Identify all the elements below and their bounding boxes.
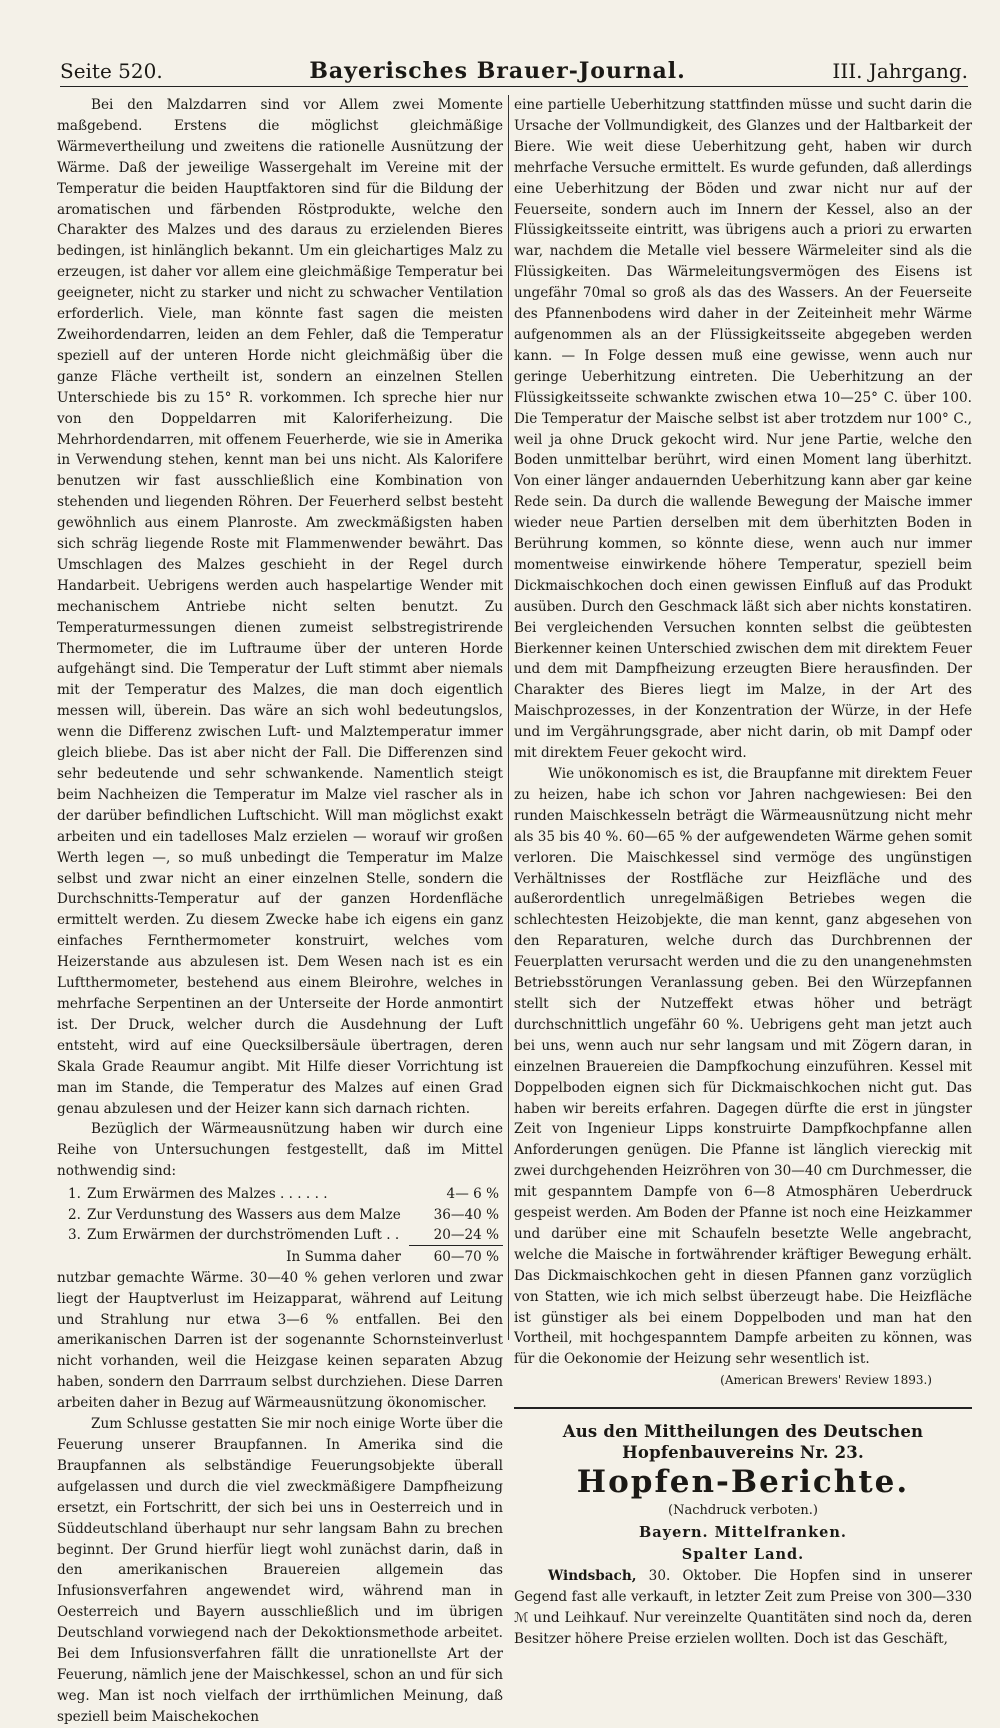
report-title: Hopfen-Berichte. <box>576 1464 910 1500</box>
item-value: 20—24 % <box>409 1225 503 1246</box>
page-header <box>60 58 968 87</box>
article-paragraph: Wie unökonomisch es ist, die Braupfanne mit direktem Feuer zu heizen, habe ich schon vor Jahren nachgewiesen: Bei den runden Maischkesseln beträgt die Wärmeausnützung nicht mehr als 35 bis 40 %. 60—65 % der aufgewendeten Wärme gehen somit verloren. Die Maischkessel sind vermöge des ungünstigen Verhältnisses der Rostfläche zur Heizfläche und des außerordentlich unregelmäßigen Betriebes wegen die schlechtesten Heizobjekte, die man kennt, ganz abgesehen von den Reparaturen, welche durch das Durchbrennen der Feuerplatten verursacht werden und die zu den unangenehmsten Betriebsstörungen Veranlassung geben. Bei den Würzepfannen stellt sich der Nutzeffekt etwas höher und beträgt durchschnittlich ungefähr 60 %. Uebrigens geht man jetzt auch bei uns, wenn auch nur sehr langsam und mit Zögern daran, in einzelnen Brauereien die Dampfkochung einzuführen. Kessel mit Doppelboden eignen sich für Dickmaischkochen nicht gut. Das haben wir bereits erfahren. Dagegen dürfte die erst in jüngster Zeit von Ingenieur Lipps konstruirte Dampfkochpfanne allen Anforderungen genügen. Die Pfanne ist länglich viereckig mit zwei durchgehenden Heizröhren von 30—40 cm Durchmesser, die mit gespanntem Dampfe von 6—8 Atmosphären Ueberdruck gespeist werden. Am Boden der Pfanne ist noch eine Heizkammer und darüber eine mit Schaufeln besetzte Welle angebracht, welche die Maische in fortwährender kräftiger Bewegung erhält. Das Dickmaischkochen geht in diesen Pfannen ganz vorzüglich von Statten, wie ich mich selbst überzeugt habe. Die Heizfläche ist günstiger als bei einem Doppelboden und man hat den Vortheil, mit hochgespanntem Dampfe arbeiten zu können, was für die Oekonomie der Heizung sehr wesentlich ist. <box>514 766 972 1368</box>
article-paragraph: Bei den Malzdarren sind vor Allem zwei Momente maßgebend. Erstens die möglichst gleichmäßige Wärmevertheilung und zweitens die rationelle Ausnützung der Wärme. Daß der jeweilige Wassergehalt im Vereine mit der Temperatur die beiden Hauptfaktoren sind für die Bildung der aromatischen und färbenden Röstprodukte, welche den Charakter des Malzes und des daraus zu erzielenden Bieres bedingen, ist hinlänglich bekannt. Um ein gleichartiges Malz zu erzeugen, ist daher vor allem eine gleichmäßige Temperatur bei geeigneter, nicht zu starker und nicht zu schwacher Ventilation erforderlich. Viele, man könnte fast sagen die meisten Zweihordendarren, leiden an dem Fehler, daß die Temperatur speziell auf der unteren Horde nicht gleichmäßig über die ganze Fläche vertheilt ist, sondern an einzelnen Stellen Unterschiede bis zu 15° R. vorkommen. Ich spreche hier nur von den Doppeldarren mit Kaloriferheizung. Die Mehrhordendarren, mit offenem Feuerherde, wie sie in Amerika in Verwendung stehen, kennt man bei uns nicht. Als Kalorifere benutzen wir fast ausschließlich eine Kombination von stehenden und liegenden Röhren. Der Feuerherd selbst besteht gewöhnlich aus einem Planroste. Am zweckmäßigsten haben sich schräg liegende Roste mit Flammenwender bewährt. Das Umschlagen des Malzes geschieht in der Regel durch Handarbeit. Uebrigens werden auch haspelartige Wender mit mechanischem Antriebe nicht selten benutzt. Zu Temperaturmessungen dienen zumeist selbstregistrirende Thermometer, die im Luftraume über der unteren Horde aufgehängt sind. Die Temperatur der Luft stimmt aber niemals mit der Temperatur des Malzes, die man doch eigentlich messen will, überein. Das wäre an sich wohl bedeutungslos, wenn die Differenz zwischen Luft- und Malztemperatur immer gleich bliebe. Das ist aber nicht der Fall. Die Differenzen sind sehr bedeutende und sehr schwankende. Namentlich steigt beim Nachheizen die Temperatur im Malze viel rascher als in der darüber befindlichen Luftschicht. Will man möglichst exakt arbeiten und ein tadelloses Malz erzielen — worauf wir großen Werth legen —, so muß unbedingt die Temperatur im Malze selbst und zwar nicht an einer einzelnen Stelle, sondern die Durchschnitts-Temperatur auf der ganzen Hordenfläche ermittelt werden. Zu diesem Zwecke habe ich eigens ein ganz einfaches Fernthermometer konstruirt, welches vom Heizerstande aus abzulesen ist. Dem Wesen nach ist es ein Luftthermometer, bestehend aus einem Bleirohre, welches in mehrfache Serpentinen an der Unterseite der Horde anmontirt ist. Der Druck, welcher durch die Ausdehnung der Luft entsteht, wird auf eine Quecksilbersäule übertragen, deren Skala Grade Reaumur angibt. Mit Hilfe dieser Vorrichtung ist man im Stande, die Temperatur des Malzes auf einen Grad genau abzulesen und der Heizer kann sich darnach richten. <box>57 97 503 1117</box>
item-number: 3. <box>68 1226 81 1243</box>
article-paragraph: nutzbar gemachte Wärme. 30—40 % gehen verloren und zwar liegt der Hauptverlust im Heizapparat, während auf Leitung und Strahlung nur etwa 3—6 % entfallen. Bei den amerikanischen Darren ist der sogenannte Schornsteinverlust nicht vorhanden, weil die Heizgase keinen separaten Abzug haben, sondern den Darrraum selbst durchziehen. Diese Darren arbeiten daher in Bezug auf Wärmeausnützung ökonomischer. <box>57 1269 503 1412</box>
report-text: 30. Oktober. Die Hopfen sind in unserer Gegend fast alle verkauft, in letzter Zeit zum Preise von 300—330 ℳ und Leihkauf. Nur vereinzelte Quantitäten sind noch da, deren Besitzer höhere Preise erzielen wollten. Doch ist das Geschäft, <box>514 1568 972 1647</box>
item-value: 4— 6 % <box>446 1186 499 1203</box>
table-sum-row <box>57 1246 503 1268</box>
table-row <box>57 1205 503 1225</box>
sum-label: In Summa daher <box>286 1249 401 1266</box>
region-heading: Bayern. Mittelfranken. <box>639 1524 847 1541</box>
column-divider <box>508 95 509 1340</box>
item-number: 1. <box>68 1186 81 1203</box>
report-place: Windsbach, <box>548 1568 637 1584</box>
article-paragraph: Bezüglich der Wärmeausnützung haben wir durch eine Reihe von Untersuchungen festgestellt, daß im Mittel nothwendig sind: <box>57 1121 503 1180</box>
volume-label: III. Jahrgang. <box>832 59 968 83</box>
journal-title: Bayerisches Brauer-Journal. <box>309 58 686 84</box>
sum-value: 60—70 % <box>409 1246 503 1268</box>
left-column <box>57 95 503 1725</box>
subregion-heading: Spalter Land. <box>681 1546 805 1563</box>
right-column <box>514 95 972 1647</box>
reprint-note: (Nachdruck verboten.) <box>668 1503 818 1518</box>
heat-usage-table <box>57 1184 503 1268</box>
item-number: 2. <box>68 1206 81 1223</box>
article-paragraph: Zum Schlusse gestatten Sie mir noch einige Worte über die Feuerung unserer Braupfannen. In Amerika sind die Braupfannen als selbständige Feuerungsobjekte überall aufgelassen und durch die viel zweckmäßigere Dampfheizung ersetzt, ein Fortschritt, der sich bei uns in Oesterreich und in Süddeutschland überhaupt nur sehr langsam Bahn zu brechen beginnt. Der Grund hierfür liegt wohl zunächst darin, daß in den amerikanischen Brauereien allgemein das Infusionsverfahren angewendet wird, während man in Oesterreich und Bayern ausschließlich und im übrigen Deutschland vorwiegend nach der Dekoktionsmethode arbeitet. Bei dem Infusionsverfahren fällt die unrationellste Art der Feuerung, nämlich jene der Maischkessel, schon an und für sich weg. Man ist noch vielfach der irrthümlichen Meinung, daß speziell beim Maischekochen <box>57 1416 503 1725</box>
section-rule <box>514 1407 972 1412</box>
item-value: 36—40 % <box>433 1206 499 1223</box>
article-paragraph: eine partielle Ueberhitzung stattfinden müsse und sucht darin die Ursache der Vollmundigkeit, des Glanzes und der Haltbarkeit der Biere. Wie weit diese Ueberhitzung geht, haben wir durch mehrfache Versuche ermittelt. Es wurde gefunden, daß allerdings eine Ueberhitzung der Böden und zwar nicht nur auf der Feuerseite, sondern auch im Innern der Kessel, also an der Flüssigkeitsseite eintritt, was übrigens auch a priori zu erwarten war, nachdem die Metalle viel bessere Wärmeleiter sind als die Flüssigkeiten. Das Wärmeleitungsvermögen des Eisens ist ungefähr 70mal so groß als das des Wassers. An der Feuerseite des Pfannenbodens wird daher in der Zeiteinheit mehr Wärme aufgenommen als an der Flüssigkeitsseite abgegeben werden kann. — In Folge dessen muß eine gewisse, wenn auch nur geringe Ueberhitzung eintreten. Die Ueberhitzung an der Flüssigkeitsseite schwankte zwischen etwa 10—25° C. über 100. Die Temperatur der Maische selbst ist aber trotzdem nur 100° C., weil ja ohne Druck gekocht wird. Nur jene Partie, welche den Boden unmittelbar berührt, wird einen Moment lang überhitzt. Von einer länger andauernden Ueberhitzung kann aber gar keine Rede sein. Da durch die wallende Bewegung der Maische immer wieder neue Partien derselben mit dem überhitzten Boden in Berührung kommen, so könnte diese, wenn auch nur immer momentweise einwirkende höhere Temperatur, speziell beim Dickmaischkochen doch einen gewissen Einfluß auf das Produkt ausüben. Durch den Geschmack läßt sich aber nichts konstatiren. Bei vergleichenden Versuchen konnten selbst die geübtesten Bierkenner keinen Unterschied zwischen dem mit direktem Feuer und dem mit Dampfheizung erzeugten Biere herausfinden. Der Charakter des Bieres liegt im Malze, in der Art des Maischprozesses, in der Konzentration der Würze, in der Hefe und im Vergährungsgrade, aber nicht darin, ob mit Dampf oder mit direktem Feuer gekocht wird. <box>514 97 972 762</box>
section-heading: Aus den Mittheilungen des Deutschen Hopfenbauvereins Nr. 23. <box>562 1422 924 1463</box>
table-row <box>57 1184 503 1204</box>
page-number: Seite 520. <box>60 59 163 83</box>
item-label: Zum Erwärmen des Malzes . . . . . . <box>87 1186 328 1203</box>
source-citation: (American Brewers' Review 1893.) <box>720 1373 932 1388</box>
item-label: Zum Erwärmen der durchströmenden Luft . . <box>87 1226 400 1243</box>
table-row <box>57 1225 503 1246</box>
report-entry <box>514 1566 972 1650</box>
item-label: Zur Verdunstung des Wassers aus dem Malze <box>87 1206 401 1223</box>
